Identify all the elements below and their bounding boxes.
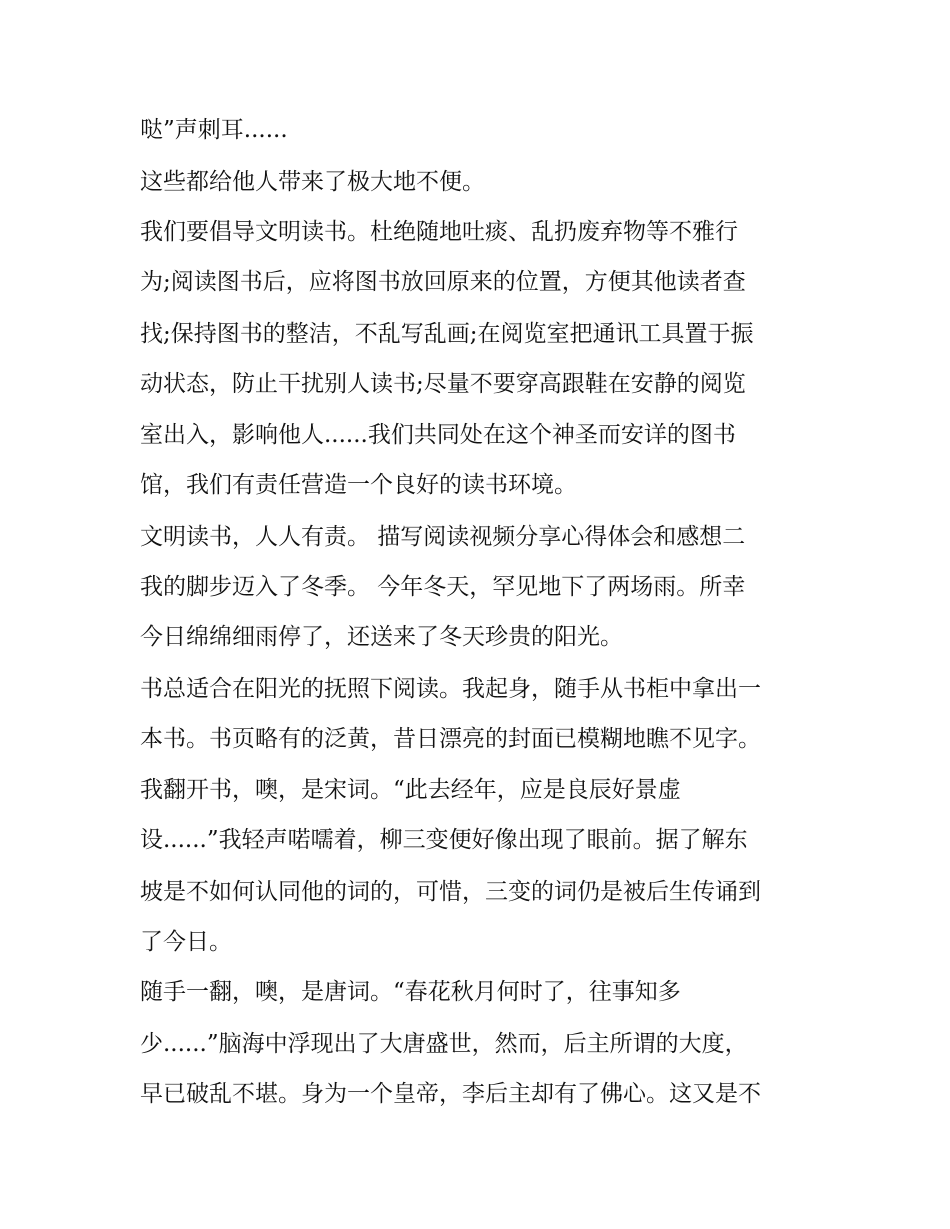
text-line: 馆，我们有责任营造一个良好的读书环境。 (140, 472, 577, 498)
text-line: 哒”声刺耳...... (140, 117, 288, 143)
text-line: 书总适合在阳光的抚照下阅读。我起身，随手从书柜中拿出一 (140, 676, 761, 702)
text-line: 我的脚步迈入了冬季。 今年冬天，罕见地下了两场雨。所幸 (140, 574, 746, 600)
text-line: 了今日。 (140, 929, 232, 955)
text-line: 找;保持图书的整洁，不乱写乱画;在阅览室把通讯工具置于振 (140, 321, 754, 347)
text-line: 文明读书，人人有责。 描写阅读视频分享心得体会和感想二 (140, 524, 746, 550)
text-line: 设......”我轻声喏嚅着，柳三变便好像出现了眼前。据了解东 (140, 827, 748, 853)
text-line: 早已破乱不堪。身为一个皇帝，李后主却有了佛心。这又是不 (140, 1081, 761, 1107)
text-line: 今日绵绵细雨停了，还送来了冬天珍贵的阳光。 (140, 624, 623, 650)
text-line: 我们要倡导文明读书。杜绝随地吐痰、乱扔废弃物等不雅行 (140, 219, 738, 245)
text-line: 动状态，防止干扰别人读书;尽量不要穿高跟鞋在安静的阅览 (140, 371, 746, 397)
text-line: 随手一翻，噢，是唐词。“春花秋月何时了，往事知多 (140, 979, 681, 1005)
text-line: 坡是不如何认同他的词的，可惜，三变的词仍是被后生传诵到 (140, 879, 761, 905)
text-line: 少......”脑海中浮现出了大唐盛世，然而，后主所谓的大度， (140, 1031, 748, 1057)
text-line: 为;阅读图书后，应将图书放回原来的位置，方便其他读者查 (140, 269, 746, 295)
text-line: 室出入，影响他人......我们共同处在这个神圣而安详的图书 (140, 422, 736, 448)
text-line: 本书。书页略有的泛黄，昔日漂亮的封面已模糊地瞧不见字。 (140, 726, 761, 752)
text-line: 这些都给他人带来了极大地不便。 (140, 169, 485, 195)
text-line: 我翻开书，噢，是宋词。“此去经年，应是良辰好景虚 (140, 777, 681, 803)
